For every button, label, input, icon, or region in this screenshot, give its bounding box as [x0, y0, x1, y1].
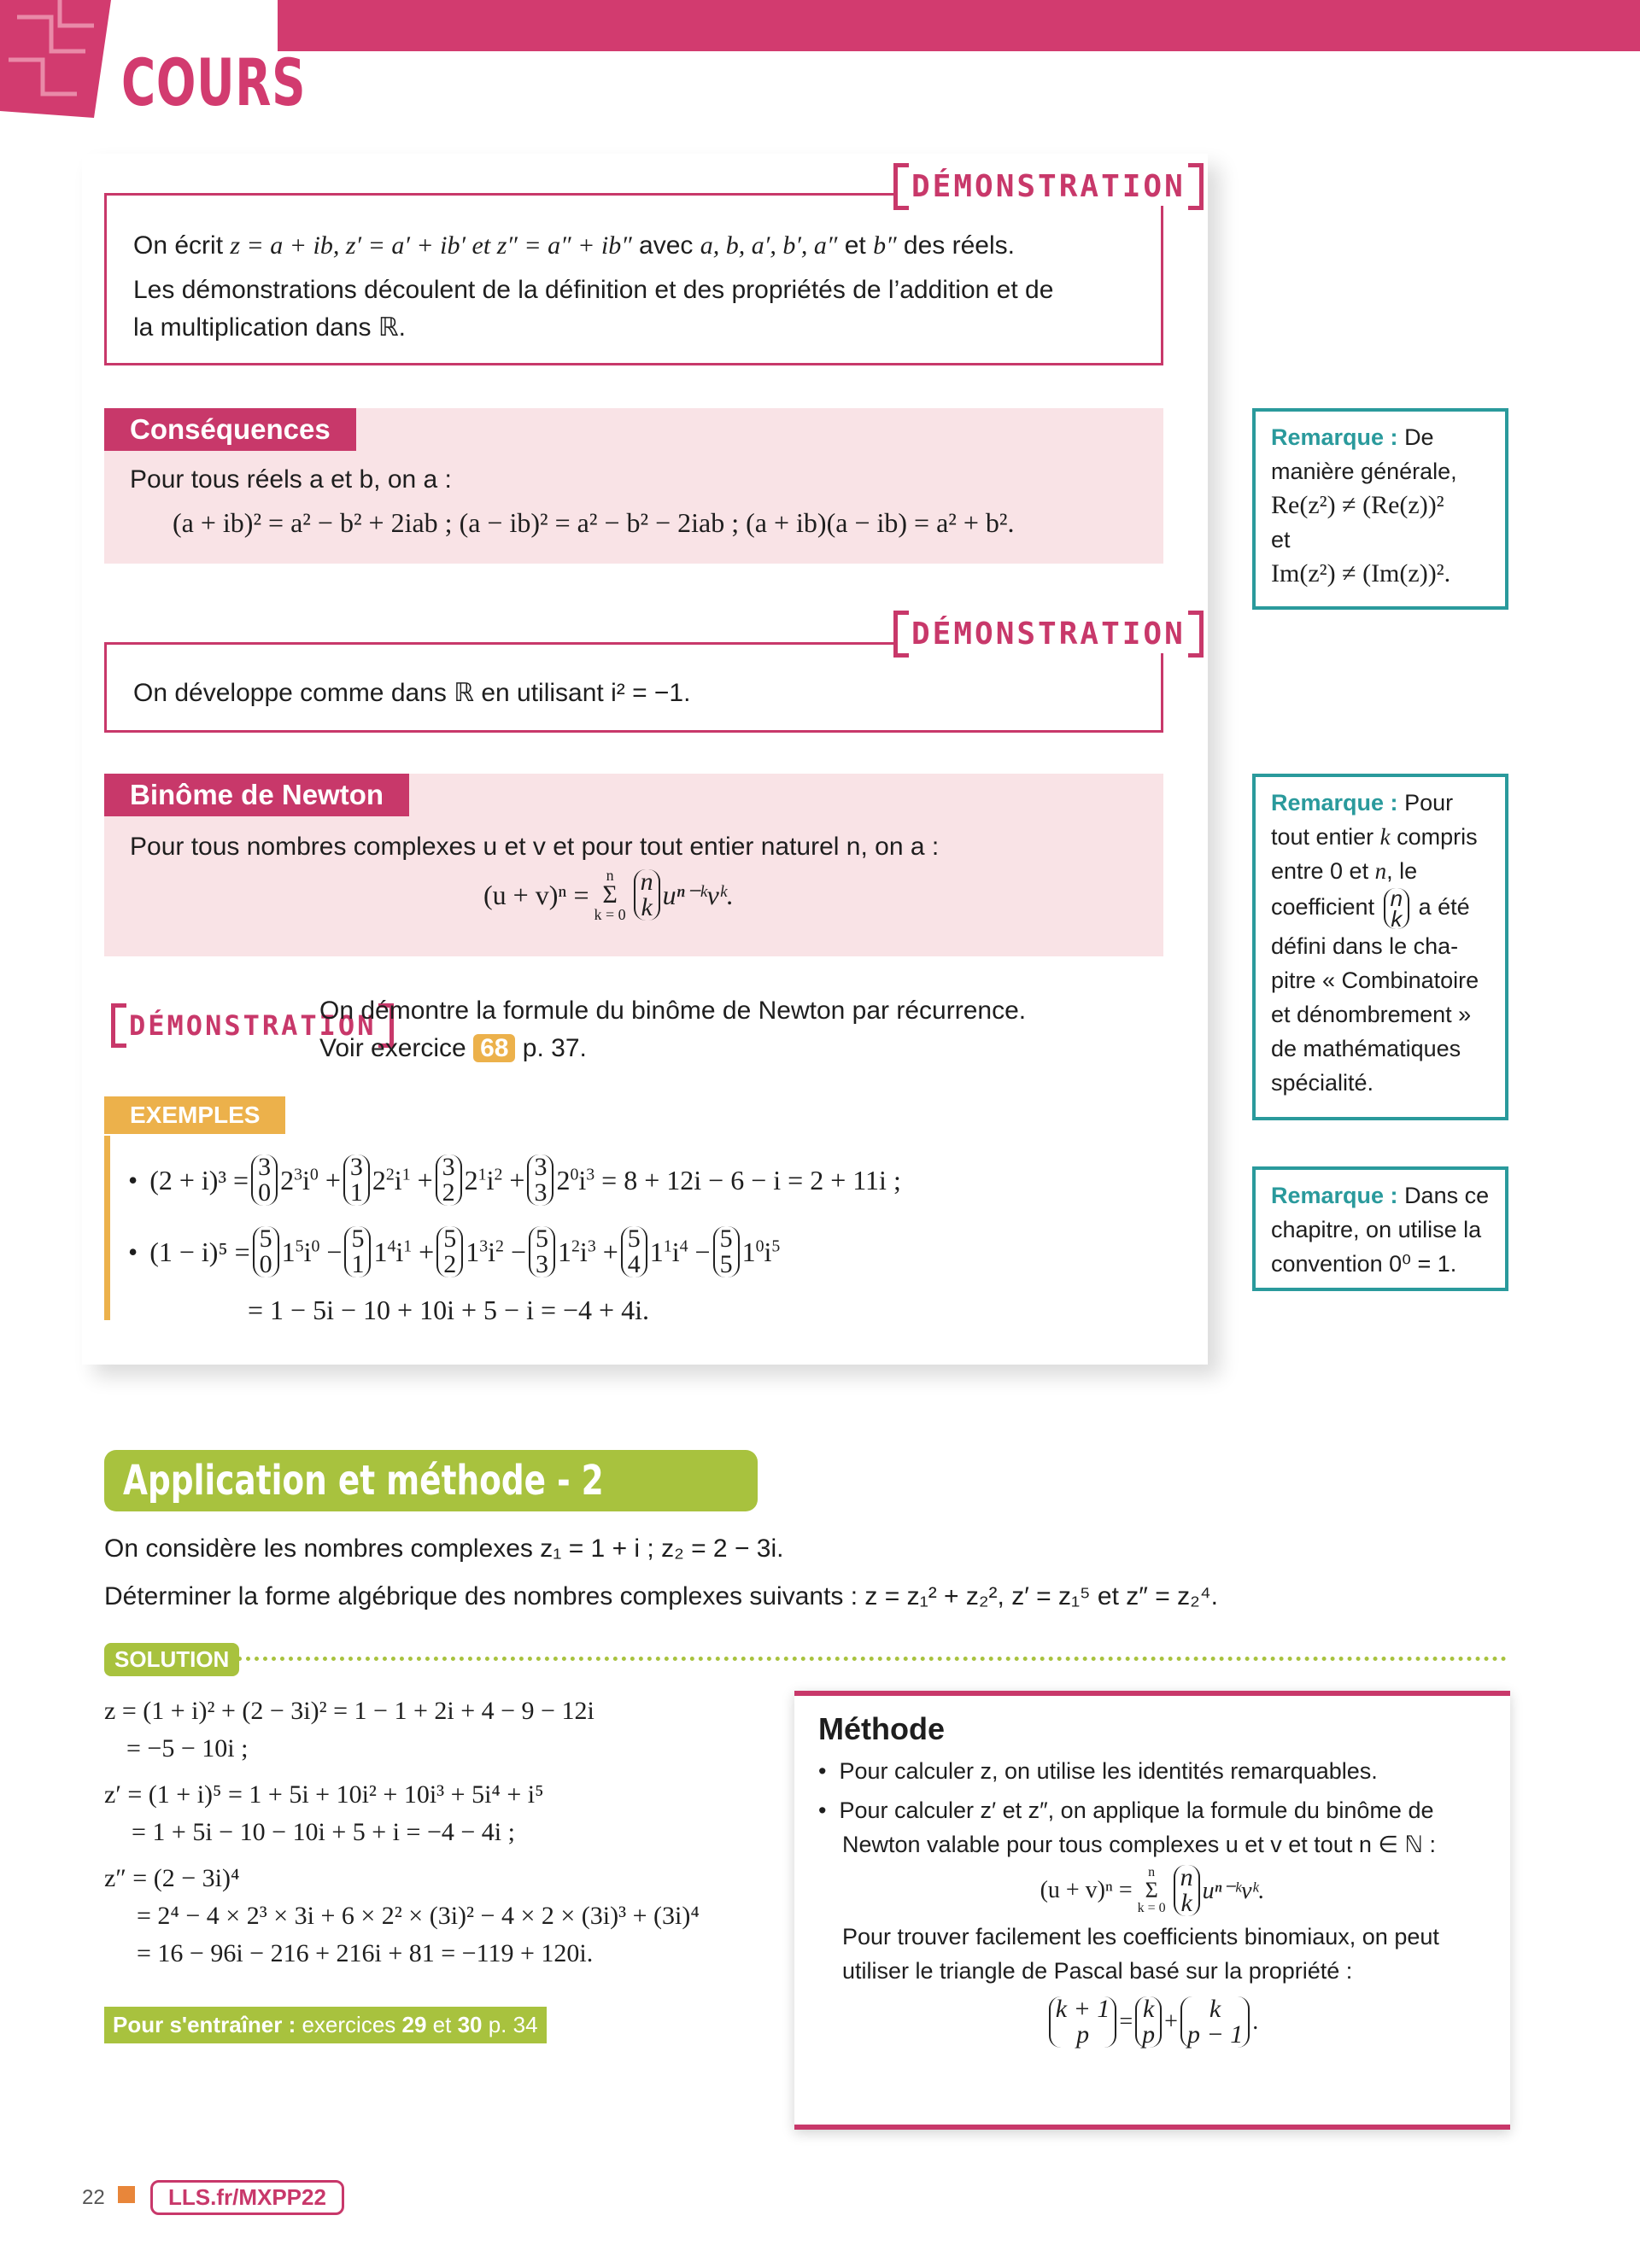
example-1: • (2 + i)³ = 3 0 $2^3i^0$ + 3 1 $2^2i^1$ + 3 2 $2^1i^2$ + 3 3 $2^0i^3$ = 8 + 12i − 6 − i = 2 + 11i ; [128, 1153, 901, 1207]
application-line-2: Déterminer la forme algébrique des nombres complexes suivants : z = z₁² + z₂², z′ = z₁⁵ et z″ = z₂⁴. [104, 1582, 1218, 1610]
method-title: Méthode [818, 1711, 945, 1746]
application-line-1: On considère les nombres complexes z₁ = 1 + i ; z₂ = 2 − 3i. [104, 1534, 784, 1563]
method-paragraph-2: utiliser le triangle de Pascal basé sur la propriété : [842, 1958, 1353, 1984]
newton-formula: (u + v)ⁿ = n Σ k = 0 n k uⁿ⁻ᵏvᵏ. [483, 867, 734, 923]
demonstration-tag-2: DÉMONSTRATION [893, 615, 1204, 653]
demonstration-text-3: On démontre la formule du binôme de Newton par récurrence. Voir exercice 68 p. 37. [319, 997, 1027, 1062]
remark-box-1: Remarque : De manière générale, Re(z²) ≠ (Re(z))² et Im(z²) ≠ (Im(z))². [1252, 408, 1508, 610]
examples-label: EXEMPLES [104, 1096, 285, 1134]
examples-bar [104, 1136, 110, 1320]
footer-link[interactable]: LLS.fr/MXPP22 [150, 2180, 344, 2215]
solution-lines: z = (1 + i)² + (2 − 3i)² = 1 − 1 + 2i + 4 − 9 − 12i = −5 − 10i ; z′ = (1 + i)⁵ = 1 + 5i + 10i² + 10i³ + 5i⁴ + i⁵ = 1 + 5i − 10 − 10i + 5 + i = −4 − 4i ; z″ = (2 − 3i)⁴ = 2⁴ − 4 × 2³ × 3i + 6 × 2² × (3i)² − 4 × 2 × (3i)³ + (3i)⁴ = 16 − 96i − 216 + 216i + 81 = −119 + 120i. [104, 1697, 700, 1967]
consequences-formula: (a + ib)² = a² − b² + 2iab ; (a − ib)² = a² − b² − 2iab ; (a + ib)(a − ib) = a² + b². [173, 507, 1015, 538]
solution-label: SOLUTION [104, 1643, 239, 1676]
remark-box-2: Remarque : Pour tout entier k compris entre 0 et n, le coefficient n k a été défini dans le cha-pitre « Combinatoire et dénombrement » de mathématiques spécialité. [1252, 774, 1508, 1120]
consequences-intro: Pour tous réels a et b, on a : [130, 465, 452, 494]
footer-square [118, 2186, 135, 2203]
practice-link[interactable]: Pour s'entraîner : exercices 29 et 30 p. 34 [104, 2007, 547, 2043]
demonstration-tag-3: DÉMONSTRATION [111, 1008, 394, 1043]
newton-intro: Pour tous nombres complexes u et v et pour tout entier naturel n, on a : [130, 833, 940, 861]
consequences-heading: Conséquences [104, 408, 356, 451]
method-formula: (u + v)ⁿ = n Σ k = 0 n k uⁿ⁻ᵏvᵏ. [1040, 1863, 1265, 1917]
method-bullet-1: • Pour calculer z, on utilise les identités remarquables. [818, 1758, 1378, 1784]
demonstration-text: On écrit z = a + ib, z′ = a′ + ib′ et z″ = a″ + ib″ avec a, b, a′, b′, a″ et b″ des réels. Les démonstrations découlent de la définition et des propriétés de l’addition et de la multiplication dans ℝ. [133, 231, 1054, 342]
solution-divider [237, 1657, 1507, 1661]
remark-box-3: Remarque : Dans ce chapitre, on utilise la convention 0⁰ = 1. [1252, 1166, 1508, 1291]
pascal-formula: k + 1 p = k p + k p − 1 . [818, 1996, 1486, 2048]
exercise-badge[interactable]: 68 [473, 1034, 515, 1062]
page-number: 22 [82, 2186, 105, 2209]
example-2-result: = 1 − 5i − 10 + 10i + 5 − i = −4 + 4i. [248, 1295, 649, 1325]
demonstration-tag: DÉMONSTRATION [893, 167, 1204, 206]
method-paragraph-1: Pour trouver facilement les coefficients binomiaux, on peut [842, 1924, 1439, 1949]
header-bar [278, 0, 1640, 51]
corner-decoration [0, 0, 111, 118]
page-title: COURS [121, 44, 307, 120]
method-bullet-2: • Pour calculer z′ et z″, on applique la formule du binôme de [818, 1797, 1434, 1823]
method-bullet-2b: Newton valable pour tous complexes u et v et tout n ∈ ℕ : [842, 1832, 1436, 1857]
demonstration-text-2: On développe comme dans ℝ en utilisant i² = −1. [133, 679, 691, 707]
method-box [794, 1691, 1510, 2130]
application-heading: Application et méthode - 2 [104, 1450, 758, 1511]
newton-heading: Binôme de Newton [104, 774, 409, 816]
example-2: • (1 − i)⁵ = 5 0 $1^5i^0$ − 5 1 $1^4i^1$ + 5 2 $1^3i^2$ − 5 3 $1^2i^3$ + 5 4 $1^1i^4$ − 5 5 $1^0i^5$ [128, 1225, 781, 1278]
